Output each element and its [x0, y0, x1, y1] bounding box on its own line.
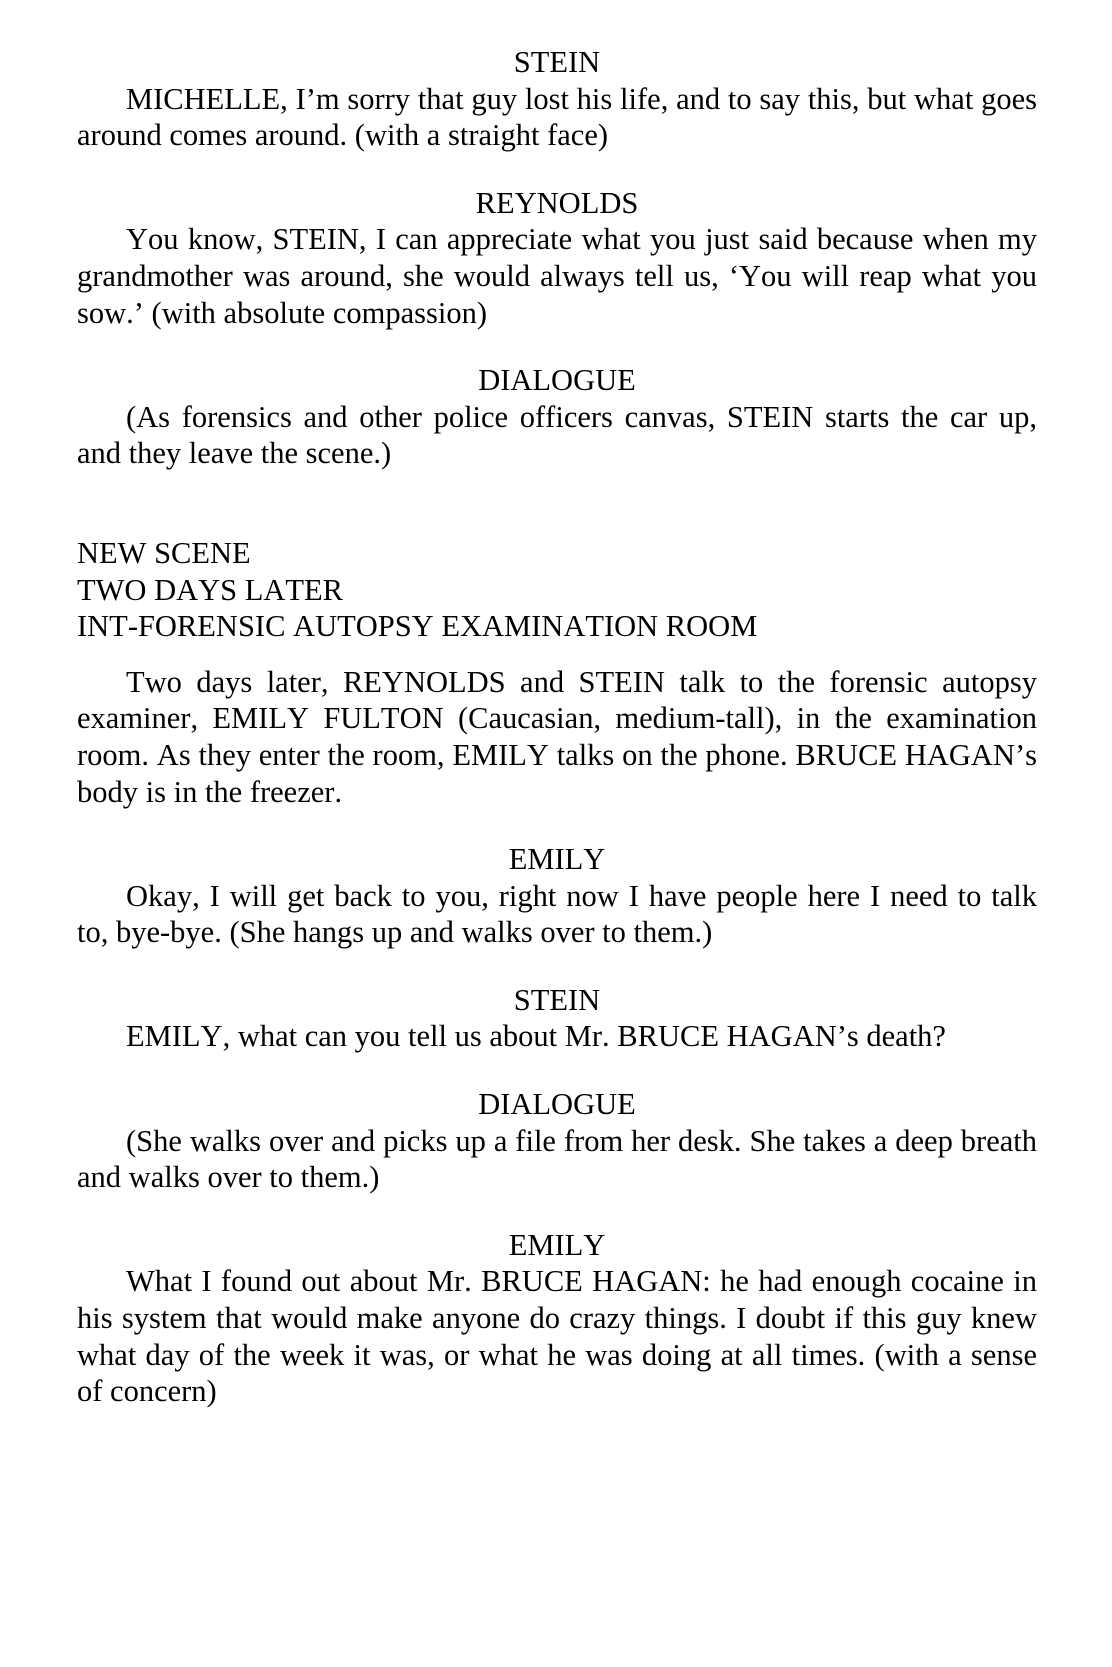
- dialogue-block: [77, 841, 1037, 951]
- dialogue-text: (She walks over and picks up a file from her desk. She takes a deep breath and walks over to them.): [77, 1123, 1037, 1195]
- dialogue-text: EMILY, what can you tell us about Mr. BRUCE HAGAN’s death?: [126, 1019, 946, 1054]
- dialogue-block: [77, 1227, 1037, 1410]
- character-cue: DIALOGUE: [478, 1087, 636, 1122]
- scene-heading: [77, 535, 1037, 645]
- character-cue: STEIN: [513, 982, 601, 1017]
- character-cue: REYNOLDS: [475, 185, 639, 220]
- character-cue: DIALOGUE: [478, 363, 636, 398]
- character-cue: STEIN: [513, 45, 601, 79]
- dialogue-block: [77, 1086, 1037, 1196]
- dialogue-text: You know, STEIN, I can appreciate what you just said because when my grandmother was around, she would always tell us, ‘You will reap what you sow.’ (with absolute compassion): [77, 222, 1037, 330]
- dialogue-block: [77, 362, 1037, 472]
- dialogue-text: What I found out about Mr. BRUCE HAGAN: he had enough cocaine in his system that would make anyone do crazy things. I doubt if this guy knew what day of the week it was, or what he was doing at all times. (with a sense of concern): [77, 1264, 1037, 1409]
- dialogue-block: [77, 982, 1037, 1055]
- dialogue-block: [77, 44, 1037, 154]
- character-cue: EMILY: [508, 842, 606, 877]
- dialogue-text: Okay, I will get back to you, right now I have people here I need to talk to, bye-bye. (She hangs up and walks over to them.): [77, 878, 1037, 950]
- scene-heading-line: TWO DAYS LATER: [77, 572, 343, 607]
- dialogue-block: [77, 185, 1037, 331]
- action-text: Two days later, REYNOLDS and STEIN talk to the forensic autopsy examiner, EMILY FULTON (Caucasian, medium-tall), in the examination room. As they enter the room, EMILY talks on the phone. BRUCE HAGAN’s body is in the freezer.: [77, 664, 1037, 809]
- dialogue-text: MICHELLE, I’m sorry that guy lost his life, and to say this, but what goes around comes around. (with a straight face): [77, 81, 1037, 153]
- character-cue: EMILY: [508, 1227, 606, 1262]
- scene-heading-line: NEW SCENE: [77, 535, 251, 570]
- scene-heading-line: INT-FORENSIC AUTOPSY EXAMINATION ROOM: [77, 609, 758, 644]
- dialogue-text: (As forensics and other police officers canvas, STEIN starts the car up, and they leave the scene.): [77, 399, 1037, 471]
